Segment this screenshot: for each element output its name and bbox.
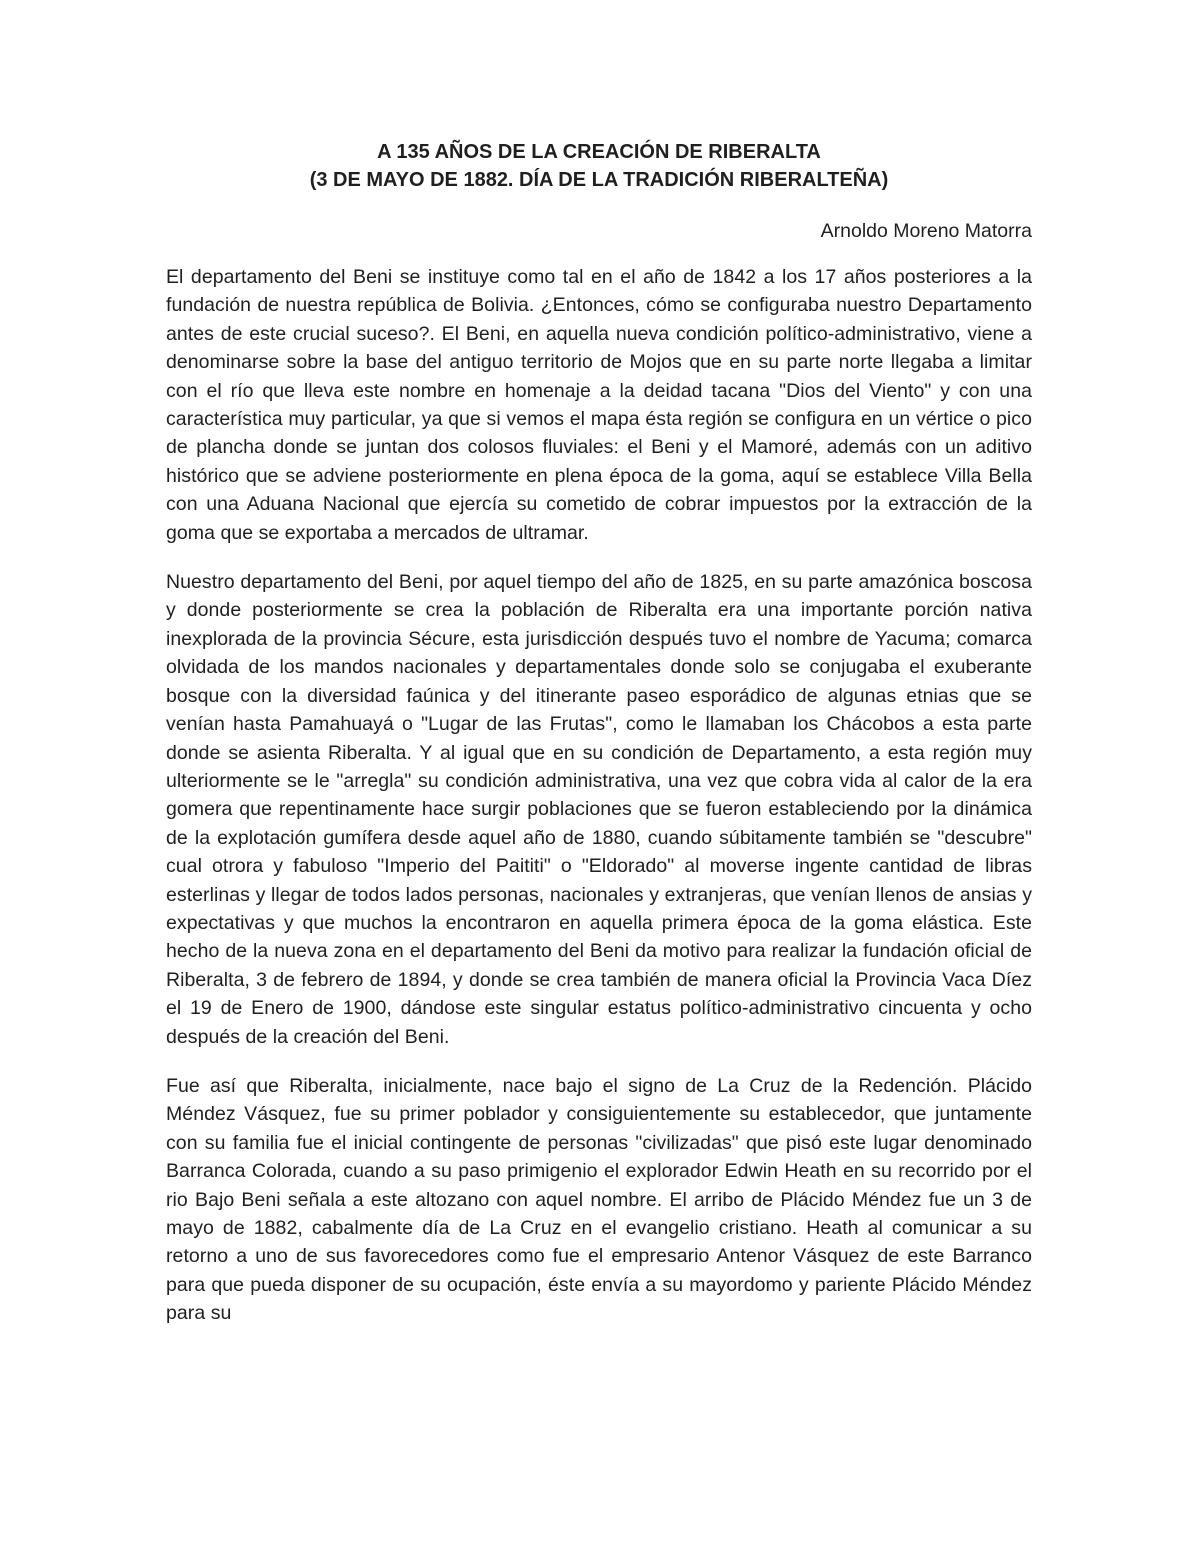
- document-title-line-1: A 135 AÑOS DE LA CREACIÓN DE RIBERALTA: [377, 141, 821, 163]
- document-page: [166, 138, 1032, 1349]
- paragraph-2: Nuestro departamento del Beni, por aquel tiempo del año de 1825, en su parte amazónica boscosa y donde posteriormente se crea la población de Riberalta era una importante porción nativa inexplorada de la provincia Sécure, esta jurisdicción después tuvo el nombre de Yacuma; comarca olvidada de los mandos nacionales y departamentales donde solo se conjugaba el exuberante bosque con la diversidad faúnica y del itinerante paseo esporádico de algunas etnias que se venían hasta Pamahuayá o "Lugar de las Frutas", como le llamaban los Chácobos a esta parte donde se asienta Riberalta. Y al igual que en su condición de Departamento, a esta región muy ulteriormente se le "arregla" su condición administrativa, una vez que cobra vida al calor de la era gomera que repentinamente hace surgir poblaciones que se fueron estableciendo por la dinámica de la explotación gumífera desde aquel año de 1880, cuando súbitamente también se "descubre" cual otrora y fabuloso "Imperio del Paititi" o "Eldorado" al moverse ingente cantidad de libras esterlinas y llegar de todos lados personas, nacionales y extranjeras, que venían llenos de ansias y expectativas y que muchos la encontraron en aquella primera época de la goma elástica. Este hecho de la nueva zona en el departamento del Beni da motivo para realizar la fundación oficial de Riberalta, 3 de febrero de 1894, y donde se crea también de manera oficial la Provincia Vaca Díez el 19 de Enero de 1900, dándose este singular estatus político-administrativo cincuenta y ocho después de la creación del Beni.: [166, 571, 1032, 1048]
- paragraph-3: Fue así que Riberalta, inicialmente, nace bajo el signo de La Cruz de la Redención. Plácido Méndez Vásquez, fue su primer poblador y consiguientemente su establecedor, que juntamente con su familia fue el inicial contingente de personas "civilizadas" que pisó este lugar denominado Barranca Colorada, cuando a su paso primigenio el explorador Edwin Heath en su recorrido por el rio Bajo Beni señala a este altozano con aquel nombre. El arribo de Plácido Méndez fue un 3 de mayo de 1882, cabalmente día de La Cruz en el evangelio cristiano. Heath al comunicar a su retorno a uno de sus favorecedores como fue el empresario Antenor Vásquez de este Barranco para que pueda disponer de su ocupación, éste envía a su mayordomo y pariente Plácido Méndez para su: [166, 1074, 1032, 1325]
- paragraph-1: El departamento del Beni se instituye como tal en el año de 1842 a los 17 años posteriores a la fundación de nuestra república de Bolivia. ¿Entonces, cómo se configuraba nuestro Departamento antes de este crucial suceso?. El Beni, en aquella nueva condición político-administrativo, viene a denominarse sobre la base del antiguo territorio de Mojos que en su parte norte llegaba a limitar con el río que lleva este nombre en homenaje a la deidad tacana "Dios del Viento" y con una característica muy particular, ya que si vemos el mapa ésta región se configura en un vértice o pico de plancha donde se juntan dos colosos fluviales: el Beni y el Mamoré, además con un aditivo histórico que se adviene posteriormente en plena época de la goma, aquí se establece Villa Bella con una Aduana Nacional que ejercía su cometido de cobrar impuestos por la extracción de la goma que se exportaba a mercados de ultramar.: [166, 266, 1032, 544]
- document-title-line-2: (3 DE MAYO DE 1882. DÍA DE LA TRADICIÓN RIBERALTEÑA): [309, 169, 889, 191]
- document-author: Arnoldo Moreno Matorra: [820, 220, 1032, 242]
